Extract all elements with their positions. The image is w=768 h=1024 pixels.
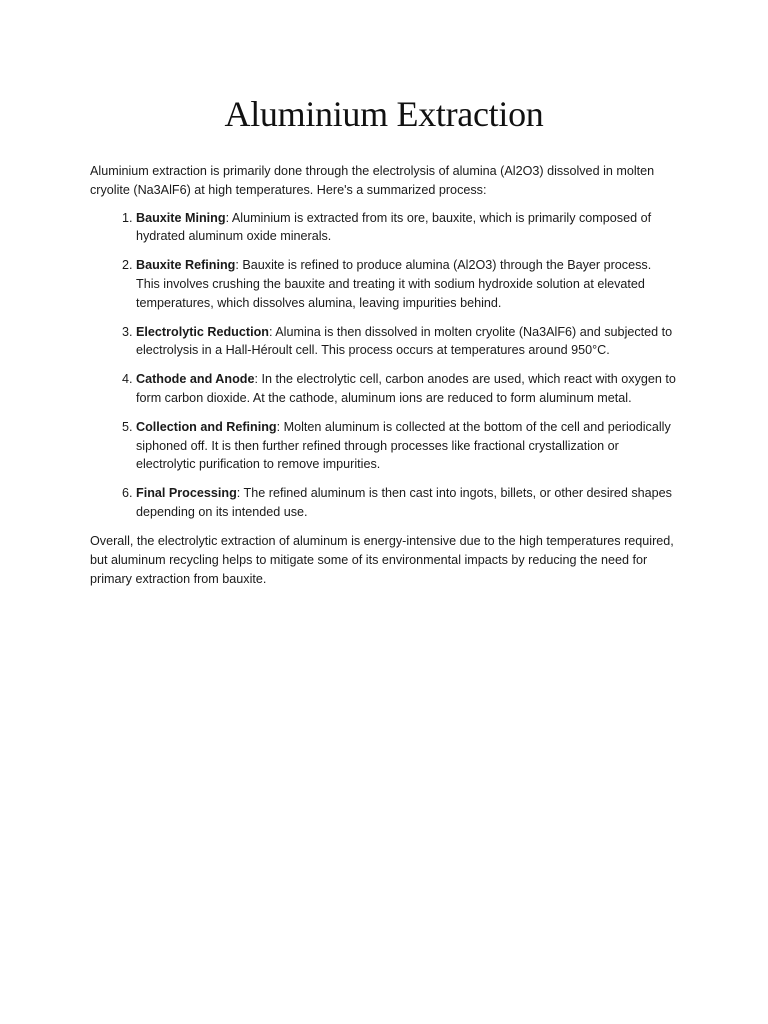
- list-item: [136, 323, 678, 361]
- list-item: [136, 256, 678, 312]
- list-item: [136, 370, 678, 408]
- step-term: Bauxite Refining: [136, 258, 236, 273]
- step-term: Collection and Refining: [136, 419, 277, 434]
- intro-paragraph: Aluminium extraction is primarily done through the electrolysis of alumina (Al2O3) dissolved in molten cryolite (Na3AlF6) at high temperatures. Here's a summarized process:: [90, 164, 655, 197]
- step-description: : In the electrolytic cell, carbon anodes are used, which react with oxygen to form carbon dioxide. At the cathode, aluminum ions are reduced to form aluminum metal.: [136, 372, 676, 405]
- step-description: : The refined aluminum is then cast into ingots, billets, or other desired shapes depending on its intended use.: [136, 486, 672, 519]
- step-term: Cathode and Anode: [136, 372, 255, 387]
- step-term: Final Processing: [136, 486, 237, 501]
- step-term: Electrolytic Reduction: [136, 324, 269, 339]
- list-item: [136, 484, 678, 522]
- step-description: : Molten aluminum is collected at the bottom of the cell and periodically siphoned off. It is then further refined through processes like fractional crystallization or electrolytic purification to remove impurities.: [136, 419, 671, 472]
- list-item: [136, 209, 678, 247]
- process-steps-list: [90, 209, 678, 522]
- step-description: : Alumina is then dissolved in molten cryolite (Na3AlF6) and subjected to electrolysis in a Hall-Héroult cell. This process occurs at temperatures around 950°C.: [136, 324, 673, 358]
- list-item: [136, 418, 678, 474]
- page-title: Aluminium Extraction: [224, 94, 544, 134]
- step-description: : Aluminium is extracted from its ore, bauxite, which is primarily composed of hydrated aluminum oxide minerals.: [136, 210, 652, 244]
- step-term: Bauxite Mining: [136, 210, 226, 225]
- conclusion-paragraph: Overall, the electrolytic extraction of aluminum is energy-intensive due to the high temperatures required, but aluminum recycling helps to mitigate some of its environmental impacts by reducing the need for primary extraction from bauxite.: [90, 533, 674, 587]
- step-description: : Bauxite is refined to produce alumina (Al2O3) through the Bayer process. This involves crushing the bauxite and treating it with sodium hydroxide solution at elevated temperatures, which dissolves alumina, leaving impurities behind.: [136, 258, 652, 310]
